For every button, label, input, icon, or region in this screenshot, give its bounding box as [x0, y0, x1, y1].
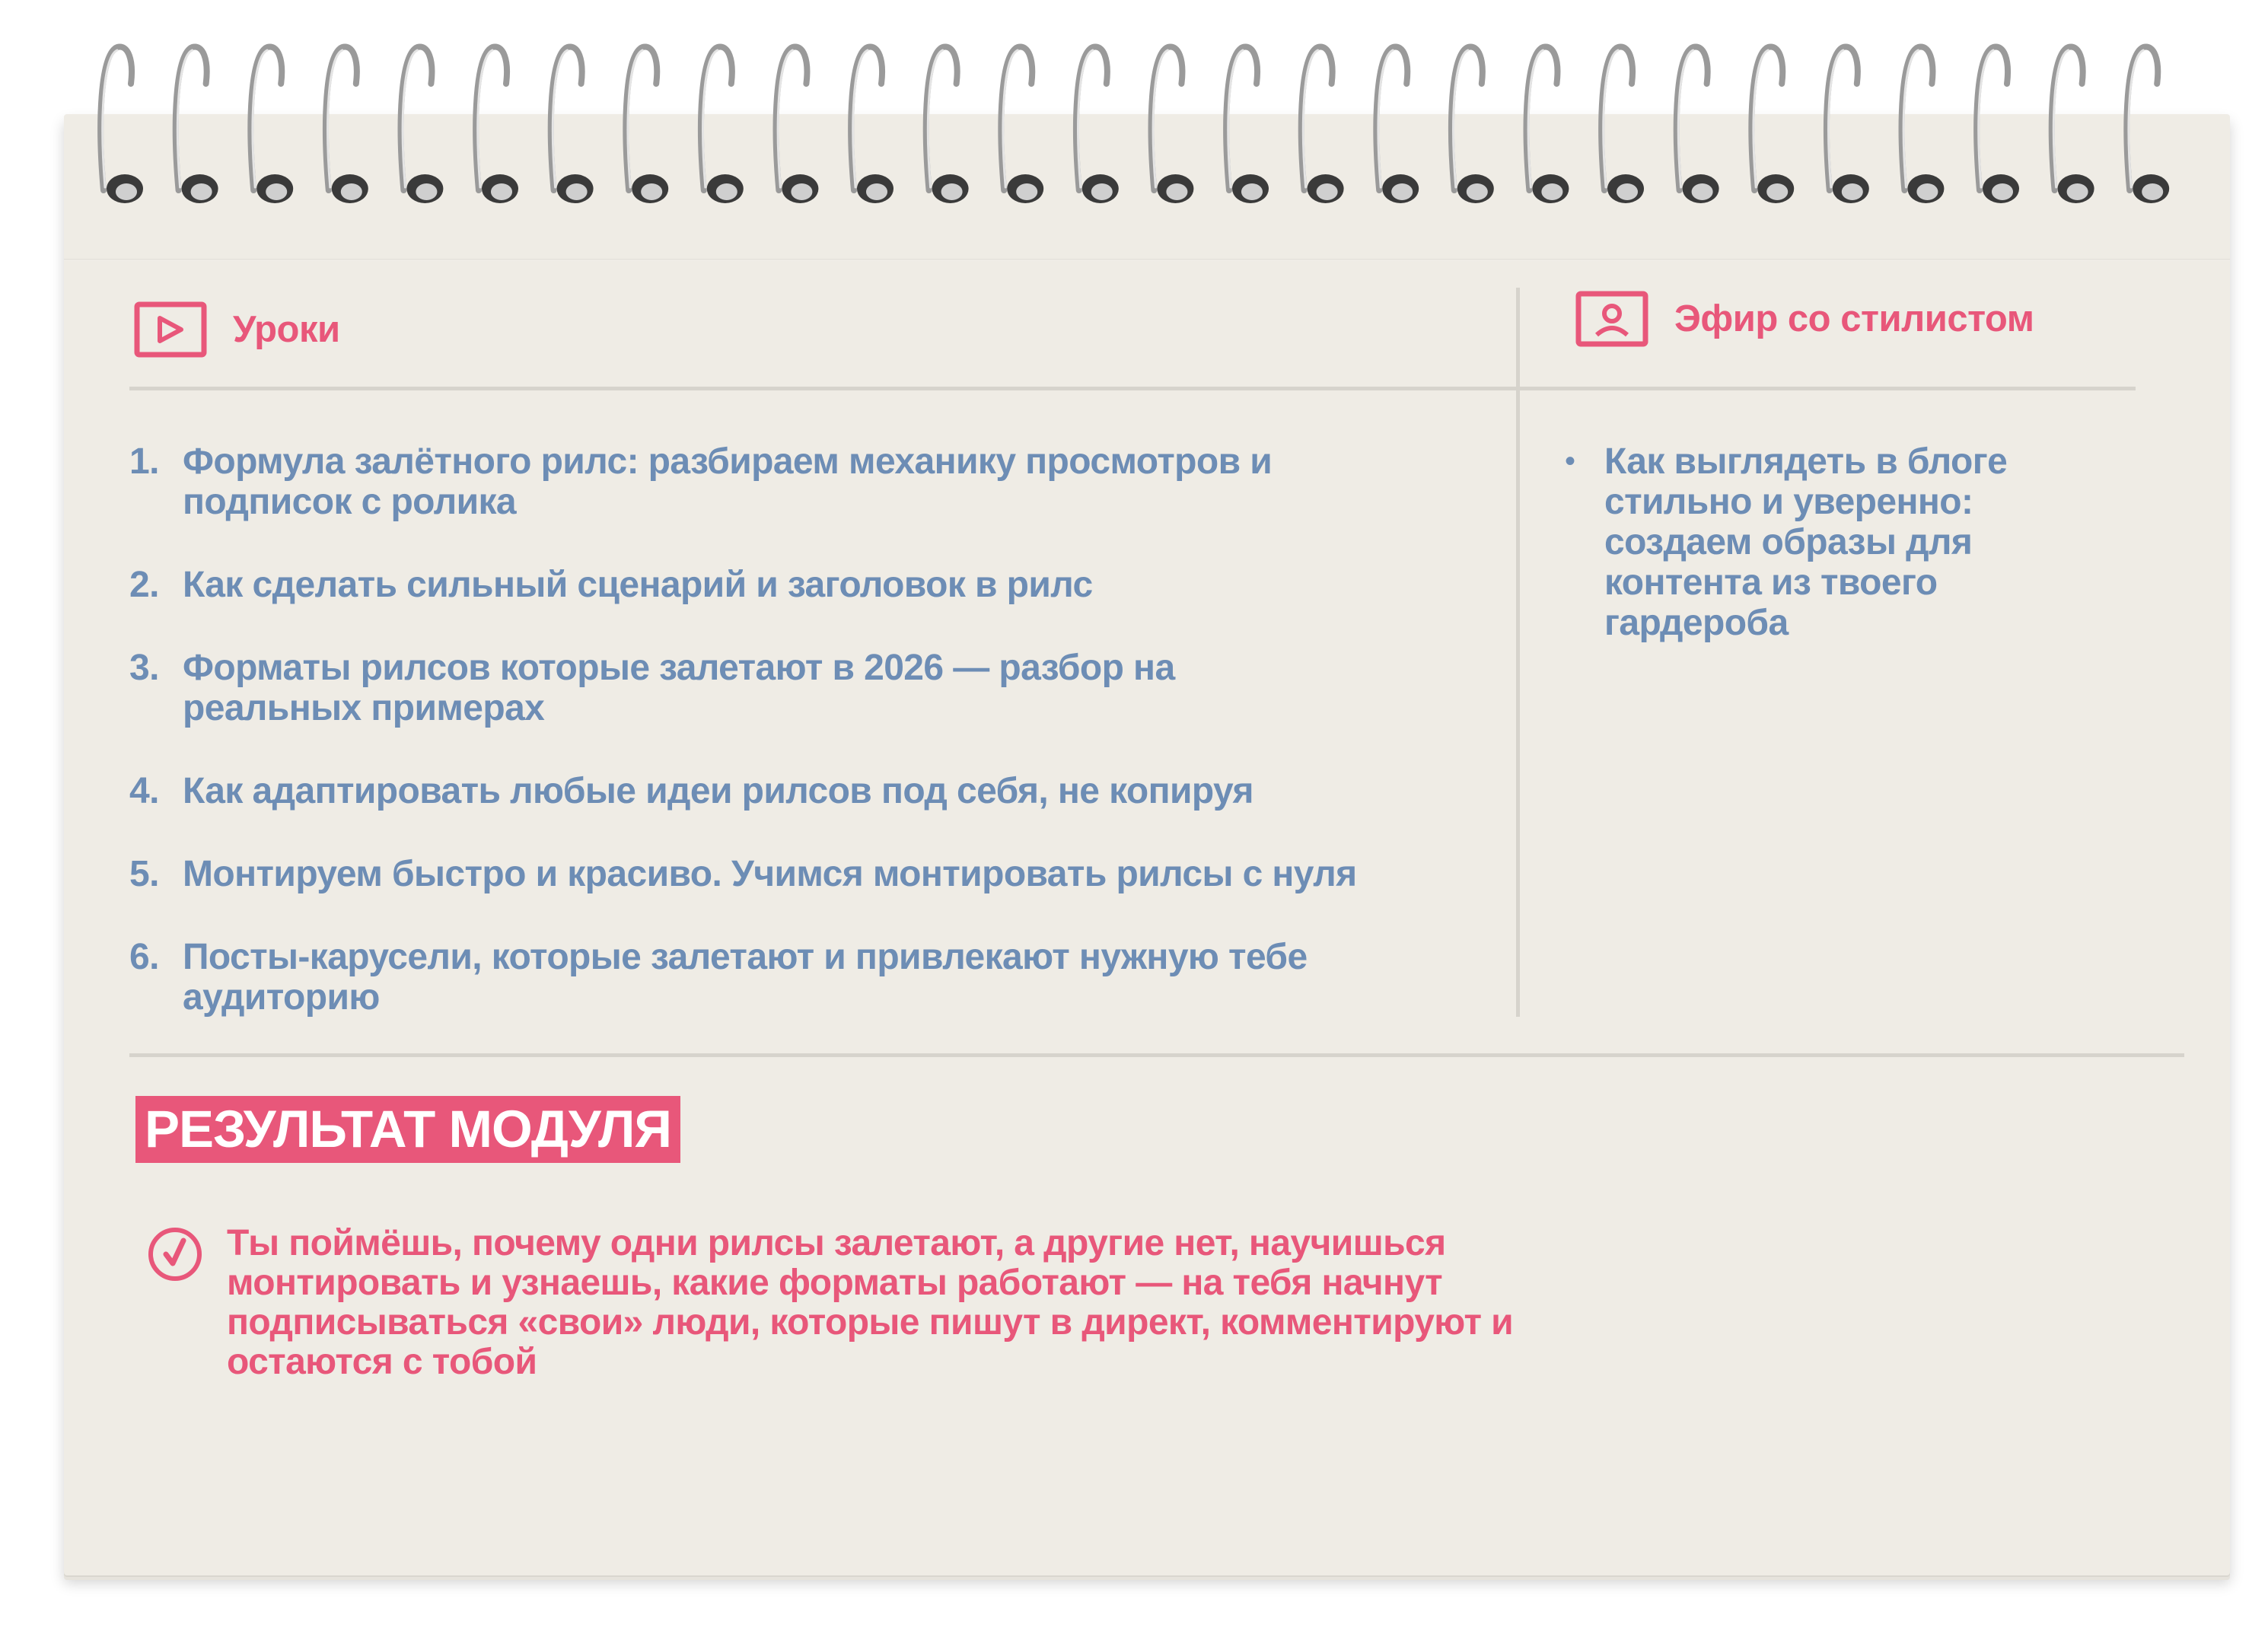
spiral-ring — [1152, 46, 1194, 203]
lesson-number: 4. — [129, 771, 159, 811]
lesson-title: Как адаптировать любые идеи рилсов под себя, не копируя — [183, 771, 1253, 811]
video-play-icon — [134, 301, 207, 358]
check-circle-icon — [146, 1225, 204, 1283]
list-item — [129, 648, 1492, 728]
spiral-ring — [1301, 46, 1344, 203]
spiral-ring — [776, 46, 819, 203]
lesson-title: Формула залётного рилс: разбираем механику просмотров и подписок с ролика — [183, 441, 1273, 522]
spiral-binding — [0, 0, 2268, 228]
list-item — [129, 565, 1492, 605]
spiral-ring — [176, 46, 218, 203]
spiral-ring — [1226, 46, 1269, 203]
spiral-ring — [626, 46, 668, 203]
lesson-title: Посты-карусели, которые залетают и привлекают нужную тебе аудиторию — [183, 937, 1308, 1018]
lessons-list — [129, 441, 1492, 1060]
spiral-ring — [1977, 46, 2019, 203]
result-text: Ты поймёшь, почему одни рилсы залетают, а другие нет, научишься монтировать и узнаешь, какие форматы работают — на тебя начнут подписываться «свои» люди, которые пишут в директ, комментируют и остаются с тобой — [227, 1223, 1514, 1382]
spiral-ring — [1677, 46, 1719, 203]
spiral-ring — [851, 46, 894, 203]
spiral-ring — [551, 46, 594, 203]
spiral-ring — [1902, 46, 1945, 203]
lesson-number: 2. — [129, 565, 159, 605]
spiral-ring — [1001, 46, 1043, 203]
spiral-ring — [100, 46, 143, 203]
spiral-ring — [1751, 46, 1794, 203]
stylist-title: Эфир со стилистом — [1674, 298, 2034, 339]
lesson-title: Как сделать сильный сценарий и заголовок в рилс — [183, 565, 1093, 605]
spiral-ring — [1827, 46, 1869, 203]
spiral-ring — [1076, 46, 1119, 203]
spiral-ring — [701, 46, 744, 203]
list-item — [129, 441, 1492, 522]
spiral-ring — [1527, 46, 1569, 203]
spiral-ring — [476, 46, 518, 203]
spiral-ring — [250, 46, 293, 203]
bullet-dot: • — [1565, 444, 1576, 478]
person-frame-icon — [1575, 291, 1648, 347]
list-item — [129, 771, 1492, 811]
spiral-ring — [926, 46, 969, 203]
spiral-ring — [1601, 46, 1644, 203]
stylist-header — [1575, 291, 2034, 347]
list-item — [129, 854, 1492, 894]
spiral-ring — [1451, 46, 1494, 203]
lesson-number: 3. — [129, 648, 159, 688]
column-divider — [1516, 288, 1520, 1017]
stylist-item-text: Как выглядеть в блоге стильно и уверенно: создаем образы для контента из твоего гардероба — [1604, 441, 2008, 643]
lesson-number: 5. — [129, 854, 159, 894]
spiral-ring — [2052, 46, 2094, 203]
lesson-title: Монтируем быстро и красиво. Учимся монтировать рилсы с нуля — [183, 854, 1357, 894]
spiral-ring — [2126, 46, 2169, 203]
spiral-ring — [401, 46, 444, 203]
lesson-number: 6. — [129, 937, 159, 977]
list-item — [129, 937, 1492, 1018]
stylist-item — [1565, 441, 2052, 643]
result-title: РЕЗУЛЬТАТ МОДУЛЯ — [135, 1096, 680, 1163]
lessons-header — [134, 301, 340, 358]
spiral-ring — [1376, 46, 1419, 203]
lessons-title: Уроки — [233, 309, 340, 350]
spiral-ring — [326, 46, 368, 203]
lesson-number: 1. — [129, 441, 159, 482]
lesson-title: Форматы рилсов которые залетают в 2026 — разбор на реальных примерах — [183, 648, 1175, 728]
header-divider — [129, 387, 2136, 390]
